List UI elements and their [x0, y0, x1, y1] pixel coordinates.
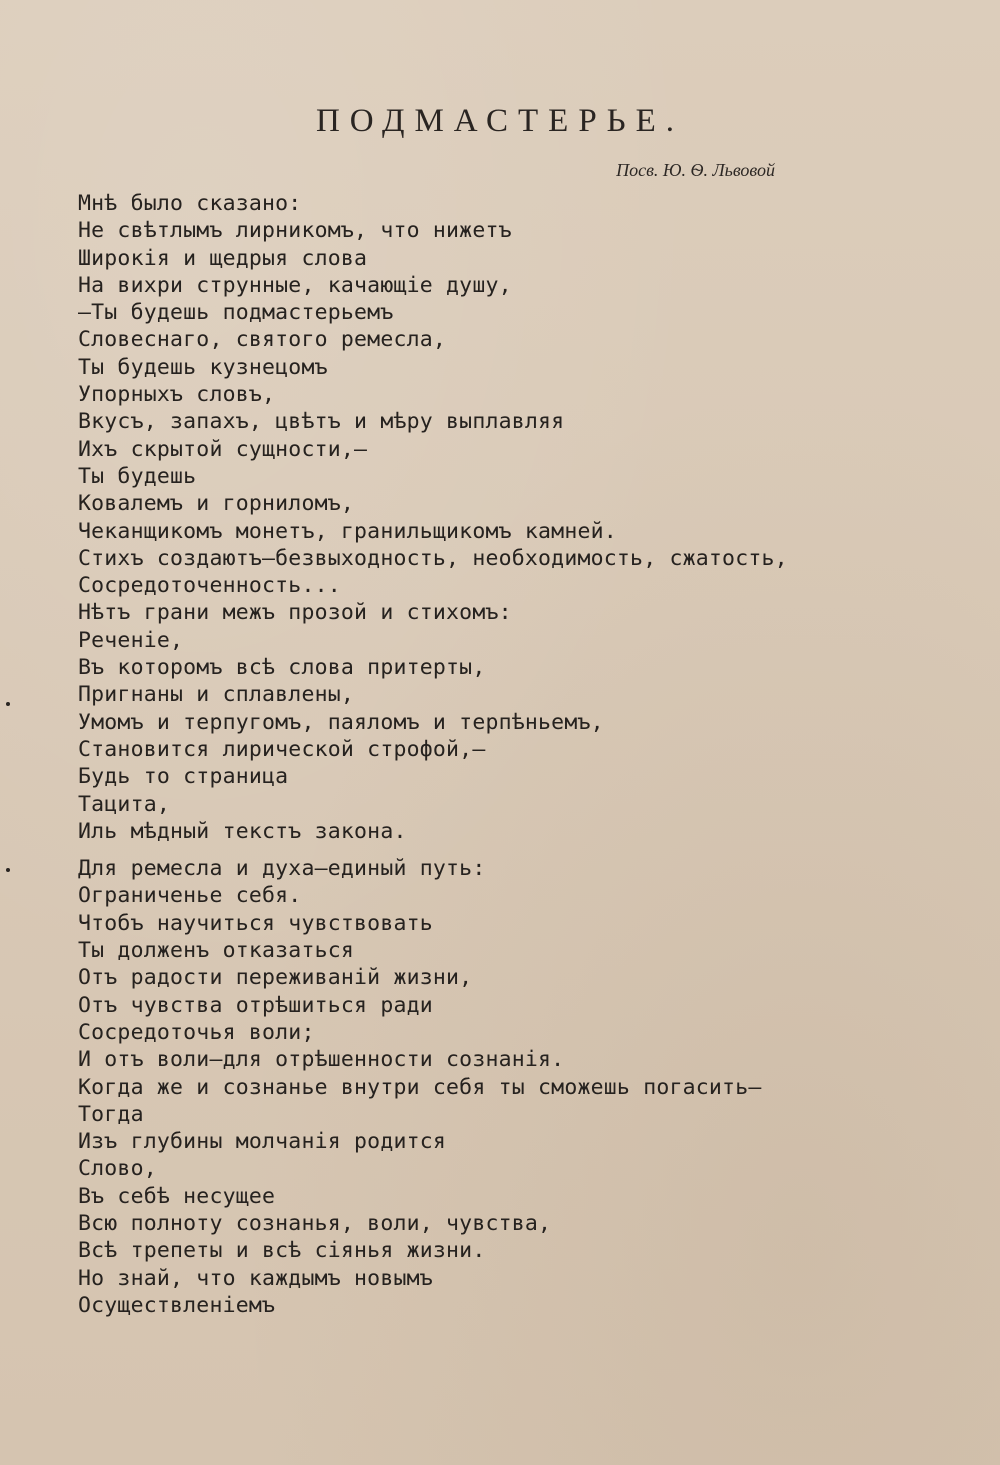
poem-line: Реченіе,	[78, 627, 184, 653]
poem-line: Осуществленіемъ	[78, 1292, 276, 1318]
poem-line: Чтобъ научиться чувствовать	[78, 910, 433, 936]
poem-line: Словеснаго, святого ремесла,	[78, 327, 447, 353]
poem-line: Ты будешь кузнецомъ	[78, 354, 328, 380]
poem-line: Для ремесла и духа—единый путь:	[78, 856, 486, 882]
poem-line: Тогда	[78, 1101, 144, 1127]
poem-line: Ихъ скрытой сущности,—	[78, 436, 368, 462]
poem-line: Ограниченье себя.	[78, 883, 302, 909]
poem-line: Вкусъ, запахъ, цвѣтъ и мѣру выплавляя	[78, 409, 565, 435]
poem-line: Слово,	[78, 1156, 157, 1182]
poem-line: Ковалемъ и горниломъ,	[78, 491, 355, 517]
poem-line: Будь то страница	[78, 764, 289, 790]
poem-title: ПОДМАСТЕРЬЕ.	[315, 103, 685, 139]
poem-line: Ты будешь	[78, 463, 197, 489]
paper-speck	[6, 702, 10, 706]
poem-line: Всю полноту сознанья, воли, чувства,	[78, 1210, 552, 1236]
poem-line: Иль мѣдный текстъ закона.	[78, 818, 407, 844]
poem-line: Сосредоточенность...	[78, 573, 341, 599]
poem-line: Мнѣ было сказано:	[78, 191, 302, 216]
poem-line: Чеканщикомъ монетъ, гранильщикомъ камней.	[78, 518, 617, 544]
poem-line: Всѣ трепеты и всѣ сіянья жизни.	[78, 1238, 486, 1264]
poem-line: Но знай, что каждымъ новымъ	[78, 1265, 433, 1291]
poem-line: На вихри струнные, качающіе душу,	[78, 272, 512, 298]
poem-line: Изъ глубины молчанія родится	[78, 1129, 447, 1155]
poem-line: И отъ воли—для отрѣшенности сознанія.	[78, 1047, 565, 1073]
poem-line: Упорныхъ словъ,	[78, 382, 276, 408]
paper-speck	[6, 868, 10, 872]
poem-line: Отъ чувства отрѣшиться ради	[78, 992, 433, 1018]
poem-line: Когда же и сознанье внутри себя ты сможешь погасить—	[78, 1074, 762, 1100]
poem-line: Сосредоточья воли;	[78, 1019, 315, 1045]
poem-line: Не свѣтлымъ лирникомъ, что нижетъ	[78, 218, 512, 244]
stanza-break	[78, 845, 898, 855]
poem-line: Пригнаны и сплавлены,	[78, 682, 355, 708]
poem-body	[78, 190, 898, 1319]
dedication: Посв. Ю. Ѳ. Львовой	[616, 160, 775, 180]
poem-line: Въ себѣ несущее	[78, 1183, 276, 1209]
poem-line: Становится лирической строфой,—	[78, 736, 486, 762]
poem-line: Въ которомъ всѣ слова притерты,	[78, 655, 486, 681]
poem-line: Умомъ и терпугомъ, паяломъ и терпѣньемъ,	[78, 709, 604, 735]
poem-line: Нѣтъ грани межъ прозой и стихомъ:	[78, 600, 512, 626]
poem-line: Стихъ создаютъ—безвыходность, необходимость, сжатость,	[78, 545, 788, 571]
poem-line: Отъ радости переживаній жизни,	[78, 965, 473, 991]
poem-line: Ты долженъ отказаться	[78, 938, 355, 964]
poem-line: Широкія и щедрыя слова	[78, 245, 368, 271]
poem-line: —Ты будешь подмастерьемъ	[78, 300, 394, 326]
poem-line: Тацита,	[78, 791, 171, 817]
